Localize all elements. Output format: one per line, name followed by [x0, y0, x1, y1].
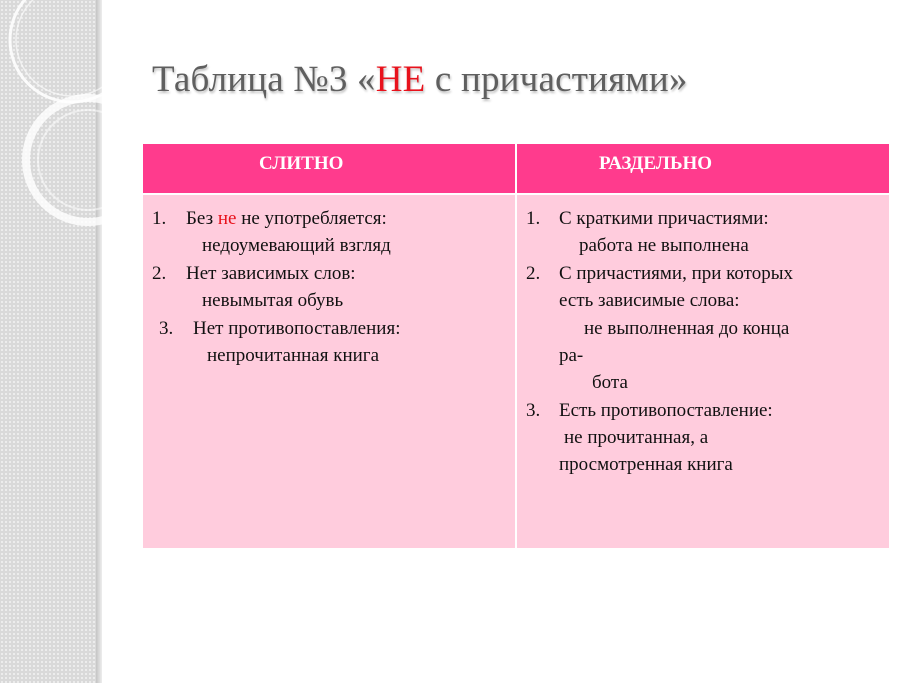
right-item2-example-3: бота — [592, 372, 628, 393]
title-suffix: с причастиями» — [425, 59, 688, 100]
title-prefix: Таблица №3 « — [152, 59, 376, 100]
cell-razdelno — [517, 195, 889, 548]
right-item3-text: Есть противопоставление: — [559, 400, 773, 421]
left-item1-pre: Без — [186, 208, 218, 229]
left-item1-text — [186, 205, 387, 232]
right-item3-example-2: просмотренная книга — [559, 454, 733, 475]
right-item1-number: 1. — [526, 208, 541, 229]
left-item3-example: непрочитанная книга — [207, 345, 380, 366]
rules-table — [143, 144, 889, 548]
header-slitno: СЛИТНО — [143, 144, 515, 193]
header-razdelno: РАЗДЕЛЬНО — [517, 144, 889, 193]
left-item1-number: 1. — [152, 208, 167, 229]
left-item3-number: 3. — [159, 318, 174, 339]
right-item2-example-2: ра- — [559, 345, 584, 366]
left-item2-example: невымытая обувь — [202, 290, 344, 311]
title-accent: НЕ — [375, 59, 426, 100]
left-item1-example: недоумевающий взгляд — [202, 235, 391, 256]
left-item1-accent: не — [217, 208, 237, 229]
right-item2-number: 2. — [526, 263, 541, 284]
right-item2-example-1: не выполненная до конца — [584, 318, 790, 339]
left-item3-text: Нет противопоставления: — [193, 318, 401, 339]
column-divider — [515, 144, 517, 548]
cell-slitno — [143, 195, 515, 548]
left-item2-text: Нет зависимых слов: — [186, 263, 356, 284]
right-item3-number: 3. — [526, 400, 541, 421]
right-item3-example-1: не прочитанная, а — [564, 427, 709, 448]
right-item1-text: С краткими причастиями: — [559, 208, 769, 229]
right-item2-text: С причастиями, при которых — [559, 263, 794, 284]
page-title — [152, 58, 688, 101]
right-item2-text-cont: есть зависимые слова: — [559, 290, 740, 311]
left-item1-post: не употребляется: — [236, 208, 387, 229]
right-item1-example: работа не выполнена — [579, 235, 749, 256]
left-item2-number: 2. — [152, 263, 167, 284]
decorative-circles — [0, 0, 130, 260]
